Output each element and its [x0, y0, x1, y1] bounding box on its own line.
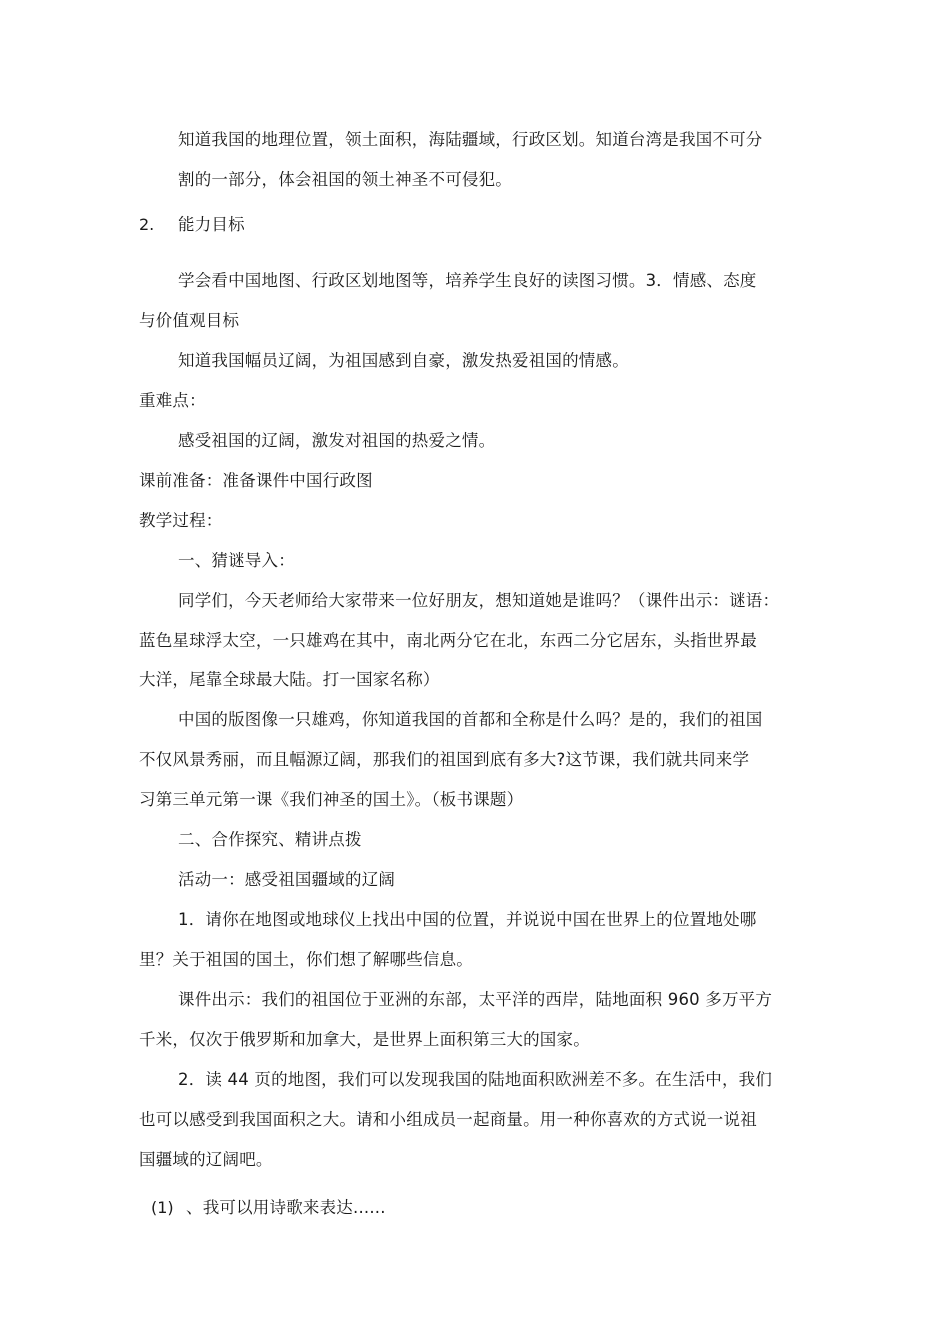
- paragraph-line: 同学们，今天老师给大家带来一位好朋友，想知道她是谁吗？（课件出示：谜语：: [178, 591, 780, 610]
- paragraph-line: 2．读 44 页的地图，我们可以发现我国的陆地面积欧洲差不多。在生活中，我们: [178, 1070, 773, 1089]
- paragraph-line: 蓝色星球浮太空，一只雄鸡在其中，南北两分它在北，东西二分它居东，头指世界最: [139, 631, 757, 650]
- paragraph-line: 大洋，尾靠全球最大陆。打一国家名称）: [139, 670, 440, 689]
- paragraph-line: 与价值观目标: [139, 311, 240, 330]
- section-heading: 重难点：: [139, 391, 206, 410]
- paragraph-line: 国疆域的辽阔吧。: [139, 1150, 273, 1169]
- list-item: 、我可以用诗歌来表达......: [186, 1198, 386, 1217]
- section-heading: 一、猜谜导入：: [178, 551, 295, 570]
- paragraph-line: 不仅风景秀丽，而且幅源辽阔，那我们的祖国到底有多大?这节课，我们就共同来学: [139, 750, 750, 769]
- section-heading: 课前准备：准备课件中国行政图: [139, 471, 373, 490]
- section-heading: 二、合作探究、精讲点拨: [178, 830, 362, 849]
- paragraph-line: 知道我国的地理位置，领土面积，海陆疆域，行政区划。知道台湾是我国不可分: [178, 130, 763, 149]
- paragraph-line: 也可以感受到我国面积之大。请和小组成员一起商量。用一种你喜欢的方式说一说祖: [139, 1110, 757, 1129]
- list-number: 2.: [139, 215, 155, 234]
- paragraph-line: 习第三单元第一课《我们神圣的国土》。（板书课题）: [139, 790, 524, 809]
- section-heading: 教学过程：: [139, 511, 223, 530]
- paragraph-line: 学会看中国地图、行政区划地图等，培养学生良好的读图习惯。3．情感、态度: [178, 271, 757, 290]
- section-heading: 能力目标: [178, 215, 245, 234]
- paragraph-line: 感受祖国的辽阔，激发对祖国的热爱之情。: [178, 431, 496, 450]
- section-heading: 活动一：感受祖国疆域的辽阔: [178, 870, 396, 889]
- paragraph-line: 里？关于祖国的国土，你们想了解哪些信息。: [139, 950, 473, 969]
- paragraph-line: 中国的版图像一只雄鸡，你知道我国的首都和全称是什么吗？是的，我们的祖国: [178, 710, 763, 729]
- paragraph-line: 割的一部分，体会祖国的领土神圣不可侵犯。: [178, 170, 512, 189]
- list-number: (1): [151, 1198, 174, 1217]
- paragraph-line: 1．请你在地图或地球仪上找出中国的位置，并说说中国在世界上的位置地处哪: [178, 910, 757, 929]
- paragraph-line: 知道我国幅员辽阔，为祖国感到自豪，激发热爱祖国的情感。: [178, 351, 629, 370]
- paragraph-line: 千米，仅次于俄罗斯和加拿大，是世界上面积第三大的国家。: [139, 1030, 590, 1049]
- paragraph-line: 课件出示：我们的祖国位于亚洲的东部，太平洋的西岸，陆地面积 960 多万平方: [178, 990, 773, 1009]
